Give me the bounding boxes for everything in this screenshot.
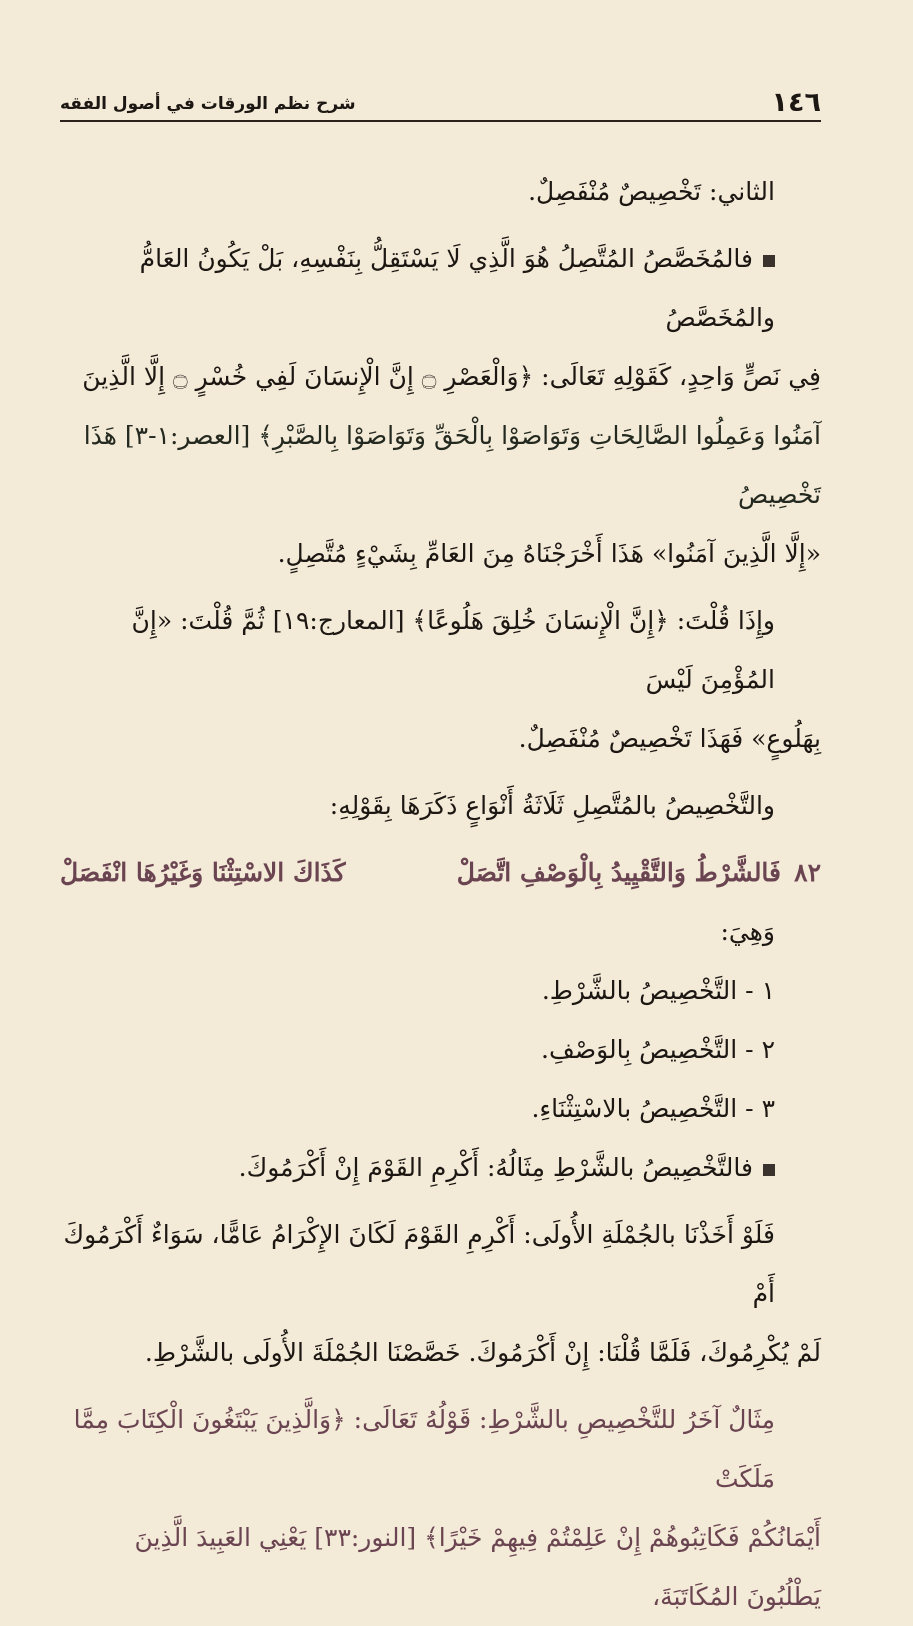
paragraph-1-line-4: «إِلَّا الَّذِينَ آمَنُوا» هَذَا أَخْرَجْنَاهُ مِنَ العَامِّ بِشَيْءٍ مُتَّصِلٍ. (277, 539, 821, 568)
paragraph-6-line-2: أَيْمَانُكُمْ فَكَاتِبُوهُمْ إِنْ عَلِمْتُمْ فِيهِمْ خَيْرًا﴾ [النور:٣٣] يَعْنِي العَبِيدَ الَّذِينَ يَطْلُبُونَ المُكَاتَبَةَ، (134, 1523, 821, 1611)
square-bullet-icon (763, 255, 775, 267)
wa-hiya-line: وَهِيَ: (720, 917, 775, 946)
paragraph-6-line-1: مِثَالٌ آخَرُ للتَّخْصِيصِ بالشَّرْطِ: قَوْلُهُ تَعَالَى: ﴿وَالَّذِينَ يَبْتَغُونَ الْكِتَابَ مِمَّا مَلَكَتْ (73, 1405, 775, 1493)
list-item-1: ١ - التَّخْصِيصُ بالشَّرْطِ. (541, 976, 775, 1005)
poem-number: ٨٢ (794, 858, 821, 887)
poem-hemistich-right: فَالشَّرْطُ وَالتَّقْيِيدُ بِالْوَصْفِ اتَّصَلْ (456, 858, 781, 887)
paragraph-1-line-1-text: فالمُخَصَّصُ المُتَّصِلُ هُوَ الَّذِي لَا يَسْتَقِلُّ بِنَفْسِهِ، بَلْ يَكُونُ العَامُّ والمُخَصَّصُ (139, 244, 775, 332)
paragraph-2-line-2: بِهَلُوعٍ» فَهَذَا تَخْصِيصٌ مُنْفَصِلٌ. (518, 724, 821, 753)
running-title: شرح نظم الورقات في أصول الفقه (60, 94, 356, 114)
heading-second: الثاني: تَخْصِيصٌ مُنْفَصِلٌ. (528, 177, 775, 206)
paragraph-1-line-2: فِي نَصٍّ وَاحِدٍ، كَقَوْلِهِ تَعَالَى: ﴿وَالْعَصْرِ ۝ إِنَّ الْإِنسَانَ لَفِي خُسْرٍ ۝ إِلَّا الَّذِينَ (82, 362, 821, 391)
paragraph-2-line-1: وإِذَا قُلْتَ: ﴿إِنَّ الْإِنسَانَ خُلِقَ هَلُوعًا﴾ [المعارج:١٩] ثُمَّ قُلْتَ: «إِنَّ المُؤْمِنَ لَيْسَ (131, 606, 775, 694)
poem-verse (60, 843, 821, 902)
square-bullet-icon (763, 1164, 775, 1176)
paragraph-4 (60, 1138, 821, 1197)
list-item-2: ٢ - التَّخْصِيصُ بِالوَصْفِ. (541, 1035, 775, 1064)
page-number: ١٤٦ (771, 87, 821, 118)
page-header (60, 84, 821, 122)
list-item-3: ٣ - التَّخْصِيصُ بالاسْتِثْنَاءِ. (531, 1094, 775, 1123)
paragraph-4-text: فالتَّخْصِيصُ بالشَّرْطِ مِثَالُهُ: أَكْرِمِ القَوْمَ إِنْ أَكْرَمُوكَ. (238, 1153, 753, 1182)
paragraph-1-line-1 (60, 229, 821, 347)
page-content (60, 162, 821, 1626)
paragraph-5-line-1: فَلَوْ أَخَذْنَا بالجُمْلَةِ الأُولَى: أَكْرِمِ القَوْمَ لَكَانَ الإِكْرَامُ عَامًّا، سَوَاءٌ أَكْرَمُوكَ أَمْ (63, 1220, 775, 1308)
paragraph-5-line-2: لَمْ يُكْرِمُوكَ، فَلَمَّا قُلْنَا: إِنْ أَكْرَمُوكَ. خَصَّصْنَا الجُمْلَةَ الأُولَى بالشَّرْطِ. (144, 1338, 821, 1367)
paragraph-1-line-3: آمَنُوا وَعَمِلُوا الصَّالِحَاتِ وَتَوَاصَوْا بِالْحَقِّ وَتَوَاصَوْا بِالصَّبْرِ﴾ [العصر:١-٣] هَذَا تَخْصِيصُ (83, 421, 821, 509)
poem-hemistich-left: كَذَاكَ الاسْتِثْنَا وَغَيْرُهَا انْفَصَلْ (60, 858, 346, 887)
paragraph-3: والتَّخْصِيصُ بالمُتَّصِلِ ثَلَاثَةُ أَنْوَاعٍ ذَكَرَهَا بِقَوْلِهِ: (329, 791, 775, 820)
